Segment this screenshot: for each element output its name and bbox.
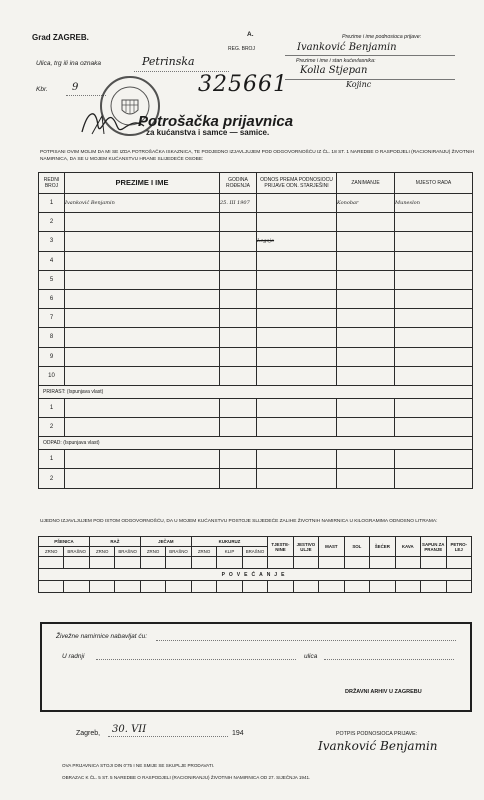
food-stock-cell[interactable]	[115, 581, 140, 593]
date-field[interactable]: 30. VII	[112, 724, 147, 735]
col-header-year: GODINA ROĐENJA	[220, 173, 257, 194]
registration-number: 325661	[198, 72, 288, 97]
birth-year-cell[interactable]	[220, 213, 257, 232]
table-row	[39, 213, 473, 232]
row-number: 3	[39, 232, 65, 251]
row-number: 2	[39, 469, 65, 488]
name-cell[interactable]	[65, 232, 220, 251]
food-stock-cell[interactable]	[421, 581, 446, 593]
birth-year-cell[interactable]	[220, 366, 257, 385]
food-stock-cell[interactable]	[395, 557, 420, 569]
food-stock-cell[interactable]	[446, 557, 472, 569]
row-number: 1	[39, 398, 65, 417]
prirast-label: PRIRAST: (Ispunjava vlast)	[39, 385, 473, 398]
name-cell[interactable]	[65, 309, 220, 328]
applicant-signature[interactable]: Ivanković Benjamin	[318, 739, 438, 753]
occupation-cell[interactable]	[337, 328, 395, 347]
food-stock-cell[interactable]	[140, 581, 165, 593]
table-row	[39, 418, 473, 437]
owner-name-field[interactable]: Kolla Stjepan	[300, 65, 368, 76]
food-stock-cell[interactable]	[140, 557, 165, 569]
empty-cell[interactable]	[395, 450, 473, 469]
name-cell[interactable]	[65, 347, 220, 366]
row-number: 1	[39, 450, 65, 469]
relation-cell[interactable]	[257, 328, 337, 347]
empty-cell[interactable]	[220, 418, 257, 437]
workplace-cell[interactable]	[395, 251, 473, 270]
workplace-cell[interactable]	[395, 289, 473, 308]
form-title: Potrošačka prijavnica	[138, 113, 294, 130]
occupation-cell[interactable]	[337, 366, 395, 385]
food-stock-cell[interactable]	[319, 581, 344, 593]
name-cell[interactable]	[65, 289, 220, 308]
food-group-header: MAST	[319, 537, 344, 557]
food-stock-cell[interactable]	[344, 557, 369, 569]
date-underline	[108, 736, 228, 737]
stock-declaration-text: UJEDNO IZJAVLJUJEM POD ISTOM ODGOVORNOŠĆU, DA U MOJEM KUĆANSTVU POSTOJE SLIJEDEĆE ZALIHE ŽIVOTNIH NAMIRNICA U KILOGRAMIMA ODNOSNO LITRAMA:	[40, 519, 438, 524]
food-stock-cell[interactable]	[166, 557, 191, 569]
applicant-underline	[285, 55, 455, 56]
applicant-label: Prezime i ime podnosioca prijave:	[342, 34, 422, 40]
relation-cell[interactable]	[257, 366, 337, 385]
food-stock-cell[interactable]	[344, 581, 369, 593]
food-subheader: ZRNO	[39, 547, 64, 557]
year-prefix: 194	[232, 730, 244, 737]
name-cell[interactable]	[65, 270, 220, 289]
workplace-cell[interactable]	[395, 270, 473, 289]
food-stock-cell[interactable]	[319, 557, 344, 569]
food-stock-cell[interactable]	[191, 581, 216, 593]
regulation-note: OBRAZAC K ČL. 5 ST. 5 NAREDBE O RASPODJELI (RACIONIRANJU) ŽIVOTNIH NAMIRNICA OD 27. SIJEČNJA 1941.	[62, 775, 311, 780]
relation-cell[interactable]	[257, 194, 337, 213]
occupation-cell[interactable]	[337, 232, 395, 251]
row-number: 10	[39, 366, 65, 385]
workplace-cell[interactable]	[395, 309, 473, 328]
food-stock-cell[interactable]	[89, 581, 114, 593]
row-number: 6	[39, 289, 65, 308]
birth-year-cell[interactable]	[220, 232, 257, 251]
occupation-cell[interactable]	[337, 251, 395, 270]
archive-stamp: DRŽAVNI ARHIV U ZAGREBU	[345, 689, 422, 695]
food-stock-cell[interactable]	[370, 581, 395, 593]
occupation-cell[interactable]	[337, 289, 395, 308]
empty-cell[interactable]	[337, 418, 395, 437]
occupation-cell[interactable]	[337, 347, 395, 366]
food-group-header: TJESTE-NINE	[268, 537, 293, 557]
birth-year-cell[interactable]	[220, 270, 257, 289]
workplace-cell[interactable]	[395, 328, 473, 347]
food-group-header: RAŽ	[89, 537, 140, 547]
birth-year-cell[interactable]	[220, 309, 257, 328]
food-subheader: ZRNO	[89, 547, 114, 557]
reg-number-label: REG. BROJ	[228, 46, 255, 52]
occupation-cell[interactable]	[337, 309, 395, 328]
food-stock-row	[39, 557, 472, 569]
food-subheader: BRAŠNO	[115, 547, 140, 557]
name-cell[interactable]	[65, 251, 220, 270]
food-group-header: JESTIVO ULJE	[293, 537, 318, 557]
food-subheader: ZRNO	[191, 547, 216, 557]
supply-label: Živežne namirnice nabavljat ću:	[56, 633, 148, 640]
relation-cell[interactable]	[257, 270, 337, 289]
food-stock-cell[interactable]	[89, 557, 114, 569]
name-cell[interactable]	[65, 213, 220, 232]
birth-year-cell[interactable]	[220, 347, 257, 366]
food-stock-cell[interactable]	[293, 557, 318, 569]
empty-cell[interactable]	[337, 450, 395, 469]
empty-cell[interactable]	[65, 398, 220, 417]
occupation-cell[interactable]	[337, 270, 395, 289]
table-row	[39, 289, 473, 308]
table-row	[39, 309, 473, 328]
food-stock-cell[interactable]	[242, 557, 267, 569]
food-group-header: SOL	[344, 537, 369, 557]
food-stock-cell[interactable]	[242, 581, 267, 593]
declaration-text: POTPISANI OVIM MOLIM DA MI SE IZDA POTROŠAČKA ISKAZNICA, TE PODJEDNO IZJAVLJUJEM POD ODGOVORNOŠĆU IZ ČL. 18 ST. 1 NAREDBE O RASPODJELI (RACIONIRANJU) ŽIVOTNIH NAMIRNICA, DA SE U MOJEM KUĆANSTVU HRANE SLIJEDEĆE OSOBE:	[40, 150, 475, 162]
row-number: 4	[39, 251, 65, 270]
empty-cell[interactable]	[337, 398, 395, 417]
empty-cell[interactable]	[257, 398, 337, 417]
col-header-no: REDNI BROJ	[39, 173, 65, 194]
workplace-cell[interactable]: Muneslon	[395, 194, 473, 213]
supply-underline[interactable]	[156, 640, 456, 641]
empty-cell[interactable]	[395, 418, 473, 437]
relation-cell[interactable]	[257, 213, 337, 232]
food-stock-cell[interactable]	[421, 557, 446, 569]
name-cell[interactable]	[65, 366, 220, 385]
house-number-field[interactable]: 9	[72, 82, 79, 93]
empty-cell[interactable]	[220, 469, 257, 488]
row-number: 7	[39, 309, 65, 328]
food-subheader: BRAŠNO	[64, 547, 89, 557]
form-subtitle: za kućanstva i samce — samice.	[146, 128, 270, 137]
table-row	[39, 232, 473, 251]
food-stock-table	[38, 536, 472, 593]
table-row	[39, 469, 473, 488]
row-number: 8	[39, 328, 65, 347]
owner-label: Prezime i ime i stan kućevlasnika:	[296, 58, 376, 64]
empty-cell[interactable]	[220, 450, 257, 469]
shop-street-field[interactable]	[324, 659, 454, 660]
shop-street-label: ulica	[304, 653, 318, 660]
food-group-header: SAPUN ZA PRANJE	[421, 537, 446, 557]
empty-cell[interactable]	[65, 450, 220, 469]
food-group-header: PŠENICA	[39, 537, 90, 547]
food-subheader: ZRNO	[140, 547, 165, 557]
section-letter: A.	[247, 31, 254, 38]
row-number: 2	[39, 418, 65, 437]
food-group-header: KAVA	[395, 537, 420, 557]
food-subheader: KLIP	[217, 547, 242, 557]
shop-label: U radnji	[62, 653, 85, 660]
occupation-cell[interactable]: Konobar	[337, 194, 395, 213]
food-stock-cell[interactable]	[370, 557, 395, 569]
food-stock-cell[interactable]	[217, 581, 242, 593]
table-row	[39, 328, 473, 347]
relation-cell[interactable]: Legojo	[257, 232, 337, 251]
birth-year-cell[interactable]: 25. III 1907	[220, 194, 257, 213]
applicant-name-field[interactable]: Ivanković Benjamin	[297, 42, 397, 53]
food-stock-cell[interactable]	[191, 557, 216, 569]
empty-cell[interactable]	[220, 398, 257, 417]
food-stock-cell[interactable]	[217, 557, 242, 569]
household-table	[38, 172, 473, 489]
birth-year-cell[interactable]	[220, 251, 257, 270]
col-header-occupation: ZANIMANJE	[337, 173, 395, 194]
table-row	[39, 347, 473, 366]
table-row	[39, 270, 473, 289]
place-label: Zagreb,	[76, 730, 101, 737]
empty-cell[interactable]	[337, 469, 395, 488]
empty-cell[interactable]	[395, 469, 473, 488]
food-subheader: BRAŠNO	[166, 547, 191, 557]
relation-cell[interactable]	[257, 251, 337, 270]
city-heading: Grad ZAGREB.	[32, 33, 89, 42]
table-row	[39, 194, 473, 213]
empty-cell[interactable]	[395, 398, 473, 417]
name-cell[interactable]	[65, 328, 220, 347]
table-row	[39, 398, 473, 417]
col-header-name: PREZIME I IME	[65, 173, 220, 194]
shop-field[interactable]	[96, 659, 296, 660]
food-stock-cell[interactable]	[39, 557, 64, 569]
col-header-workplace: MJESTO RADA	[395, 173, 473, 194]
food-stock-row	[39, 581, 472, 593]
row-number: 9	[39, 347, 65, 366]
name-cell[interactable]: Ivanković Benjamin	[65, 194, 220, 213]
food-stock-cell[interactable]	[64, 581, 89, 593]
food-stock-cell[interactable]	[115, 557, 140, 569]
price-note: OVA PRIJAVNICA STOJI DIN 0'75 I NE SMIJE SE SKUPLJE PRODAVATI.	[62, 763, 215, 768]
relation-cell[interactable]	[257, 347, 337, 366]
house-number-label: Kbr.	[36, 86, 48, 93]
relation-cell[interactable]	[257, 309, 337, 328]
occupation-cell[interactable]	[337, 213, 395, 232]
owner-address-field[interactable]: Kojinc	[346, 80, 372, 89]
empty-cell[interactable]	[65, 469, 220, 488]
food-stock-cell[interactable]	[446, 581, 472, 593]
birth-year-cell[interactable]	[220, 289, 257, 308]
workplace-cell[interactable]	[395, 366, 473, 385]
empty-cell[interactable]	[257, 450, 337, 469]
table-row	[39, 366, 473, 385]
empty-cell[interactable]	[65, 418, 220, 437]
house-number-underline	[66, 95, 106, 96]
empty-cell[interactable]	[257, 418, 337, 437]
food-group-header: JEČAM	[140, 537, 191, 547]
table-row	[39, 251, 473, 270]
food-stock-cell[interactable]	[268, 557, 293, 569]
signature-label: POTPIS PODNOSIOCA PRIJAVE:	[336, 731, 418, 737]
row-number: 5	[39, 270, 65, 289]
birth-year-cell[interactable]	[220, 328, 257, 347]
food-group-header: PETRO-LEJ	[446, 537, 472, 557]
workplace-cell[interactable]	[395, 213, 473, 232]
food-stock-cell[interactable]	[268, 581, 293, 593]
food-stock-cell[interactable]	[39, 581, 64, 593]
street-label: Ulica, trg ili ina oznaka	[36, 60, 102, 67]
food-stock-cell[interactable]	[166, 581, 191, 593]
col-header-relation: ODNOS PREMA PODNOSIOCU PRIJAVE ODN. STARJEŠINI	[257, 173, 337, 194]
increase-label: POVEĆANJE	[39, 569, 472, 581]
food-group-header: ŠEĆER	[370, 537, 395, 557]
workplace-cell[interactable]	[395, 347, 473, 366]
food-group-header: KUKURUZ	[191, 537, 267, 547]
odpad-label: ODPAD: (Ispunjava vlast)	[39, 437, 473, 450]
row-number: 2	[39, 213, 65, 232]
food-stock-cell[interactable]	[64, 557, 89, 569]
food-subheader: BRAŠNO	[242, 547, 267, 557]
workplace-cell[interactable]	[395, 232, 473, 251]
street-field[interactable]: Petrinska	[142, 55, 195, 68]
relation-cell[interactable]	[257, 289, 337, 308]
table-row	[39, 450, 473, 469]
food-stock-cell[interactable]	[395, 581, 420, 593]
food-stock-cell[interactable]	[293, 581, 318, 593]
row-number: 1	[39, 194, 65, 213]
empty-cell[interactable]	[257, 469, 337, 488]
